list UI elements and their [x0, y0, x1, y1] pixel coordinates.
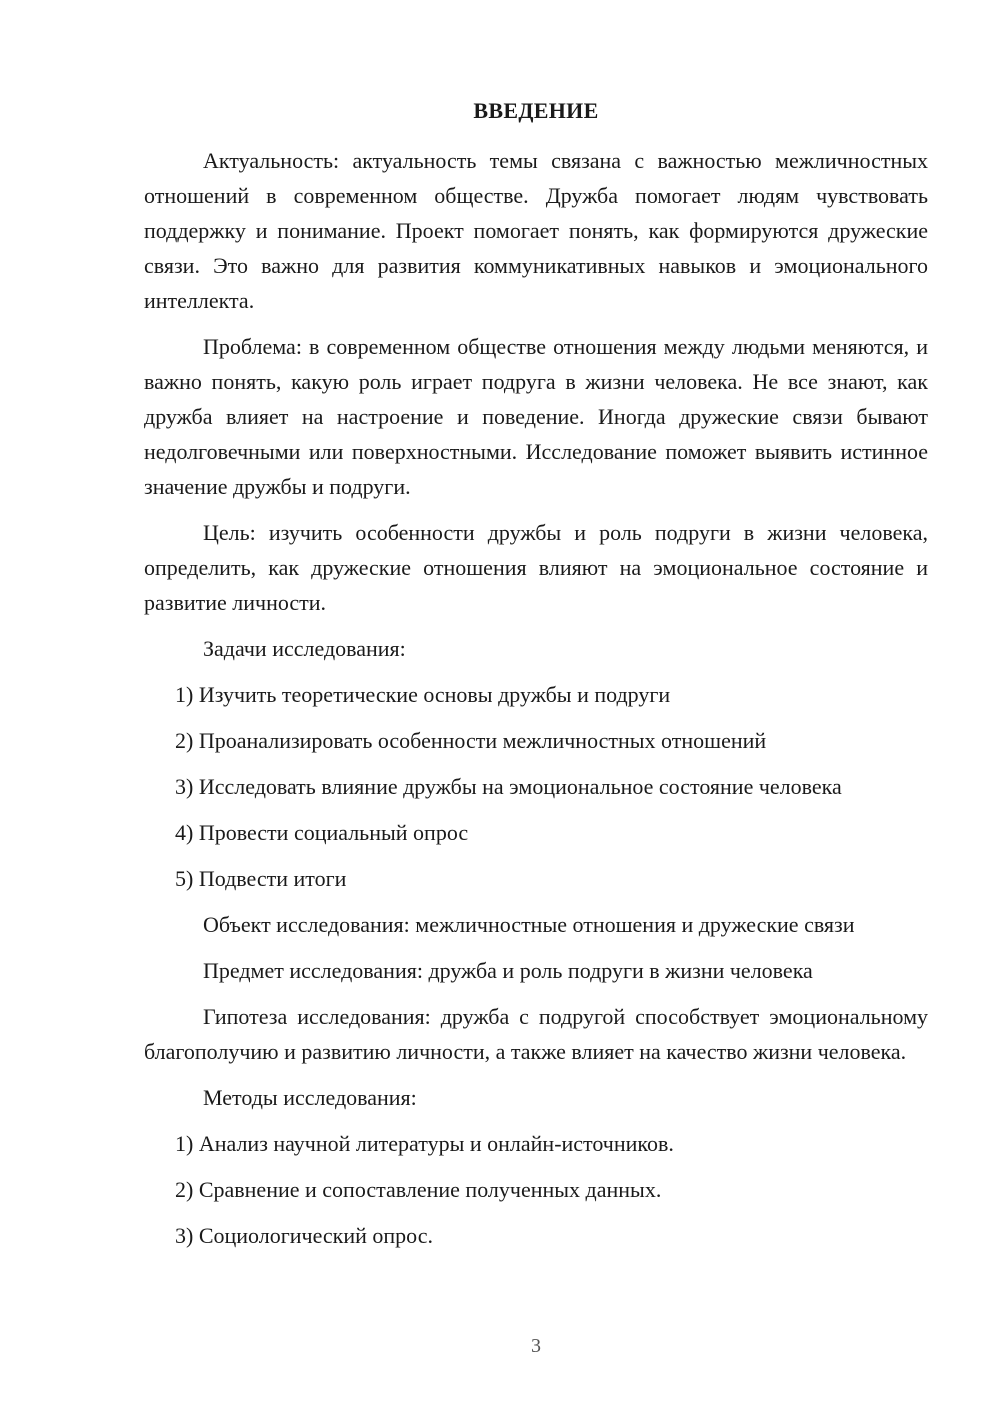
methods-list [144, 1126, 928, 1253]
tasks-heading: Задачи исследования: [203, 636, 406, 661]
goal-paragraph: Цель: изучить особенности дружбы и роль подруги в жизни человека, определить, как дружеские отношения влияют на эмоциональное состояние и развитие личности. [144, 520, 928, 615]
list-item: 5) Подвести итоги [175, 866, 347, 891]
list-item: 2) Проанализировать особенности межличностных отношений [175, 728, 767, 753]
list-item: 3) Социологический опрос. [175, 1223, 433, 1248]
list-item: 1) Анализ научной литературы и онлайн-источников. [175, 1131, 674, 1156]
page-number: 3 [531, 1335, 541, 1357]
list-item: 3) Исследовать влияние дружбы на эмоциональное состояние человека [175, 774, 842, 799]
hypothesis-paragraph: Гипотеза исследования: дружба с подругой способствует эмоциональному благополучию и развитию личности, а также влияет на качество жизни человека. [144, 1004, 928, 1064]
methods-heading: Методы исследования: [203, 1085, 417, 1110]
object-paragraph: Объект исследования: межличностные отношения и дружеские связи [203, 912, 855, 937]
list-item: 1) Изучить теоретические основы дружбы и подруги [175, 682, 671, 707]
page-title: ВВЕДЕНИЕ [473, 98, 599, 123]
subject-paragraph: Предмет исследования: дружба и роль подруги в жизни человека [203, 958, 813, 983]
tasks-list [144, 677, 928, 896]
list-item: 2) Сравнение и сопоставление полученных данных. [175, 1177, 662, 1202]
document-body [144, 143, 928, 1264]
list-item: 4) Провести социальный опрос [175, 820, 469, 845]
problem-paragraph: Проблема: в современном обществе отношения между людьми меняются, и важно понять, какую роль играет подруга в жизни человека. Не все знают, как дружба влияет на настроение и поведение. Иногда дружеские связи бывают недолговечными или поверхностными. Исследование поможет выявить истинное значение дружбы и подруги. [144, 334, 928, 499]
relevance-paragraph: Актуальность: актуальность темы связана с важностью межличностных отношений в современном обществе. Дружба помогает людям чувствовать поддержку и понимание. Проект помогает понять, как формируются дружеские связи. Это важно для развития коммуникативных навыков и эмоционального интеллекта. [144, 148, 928, 313]
